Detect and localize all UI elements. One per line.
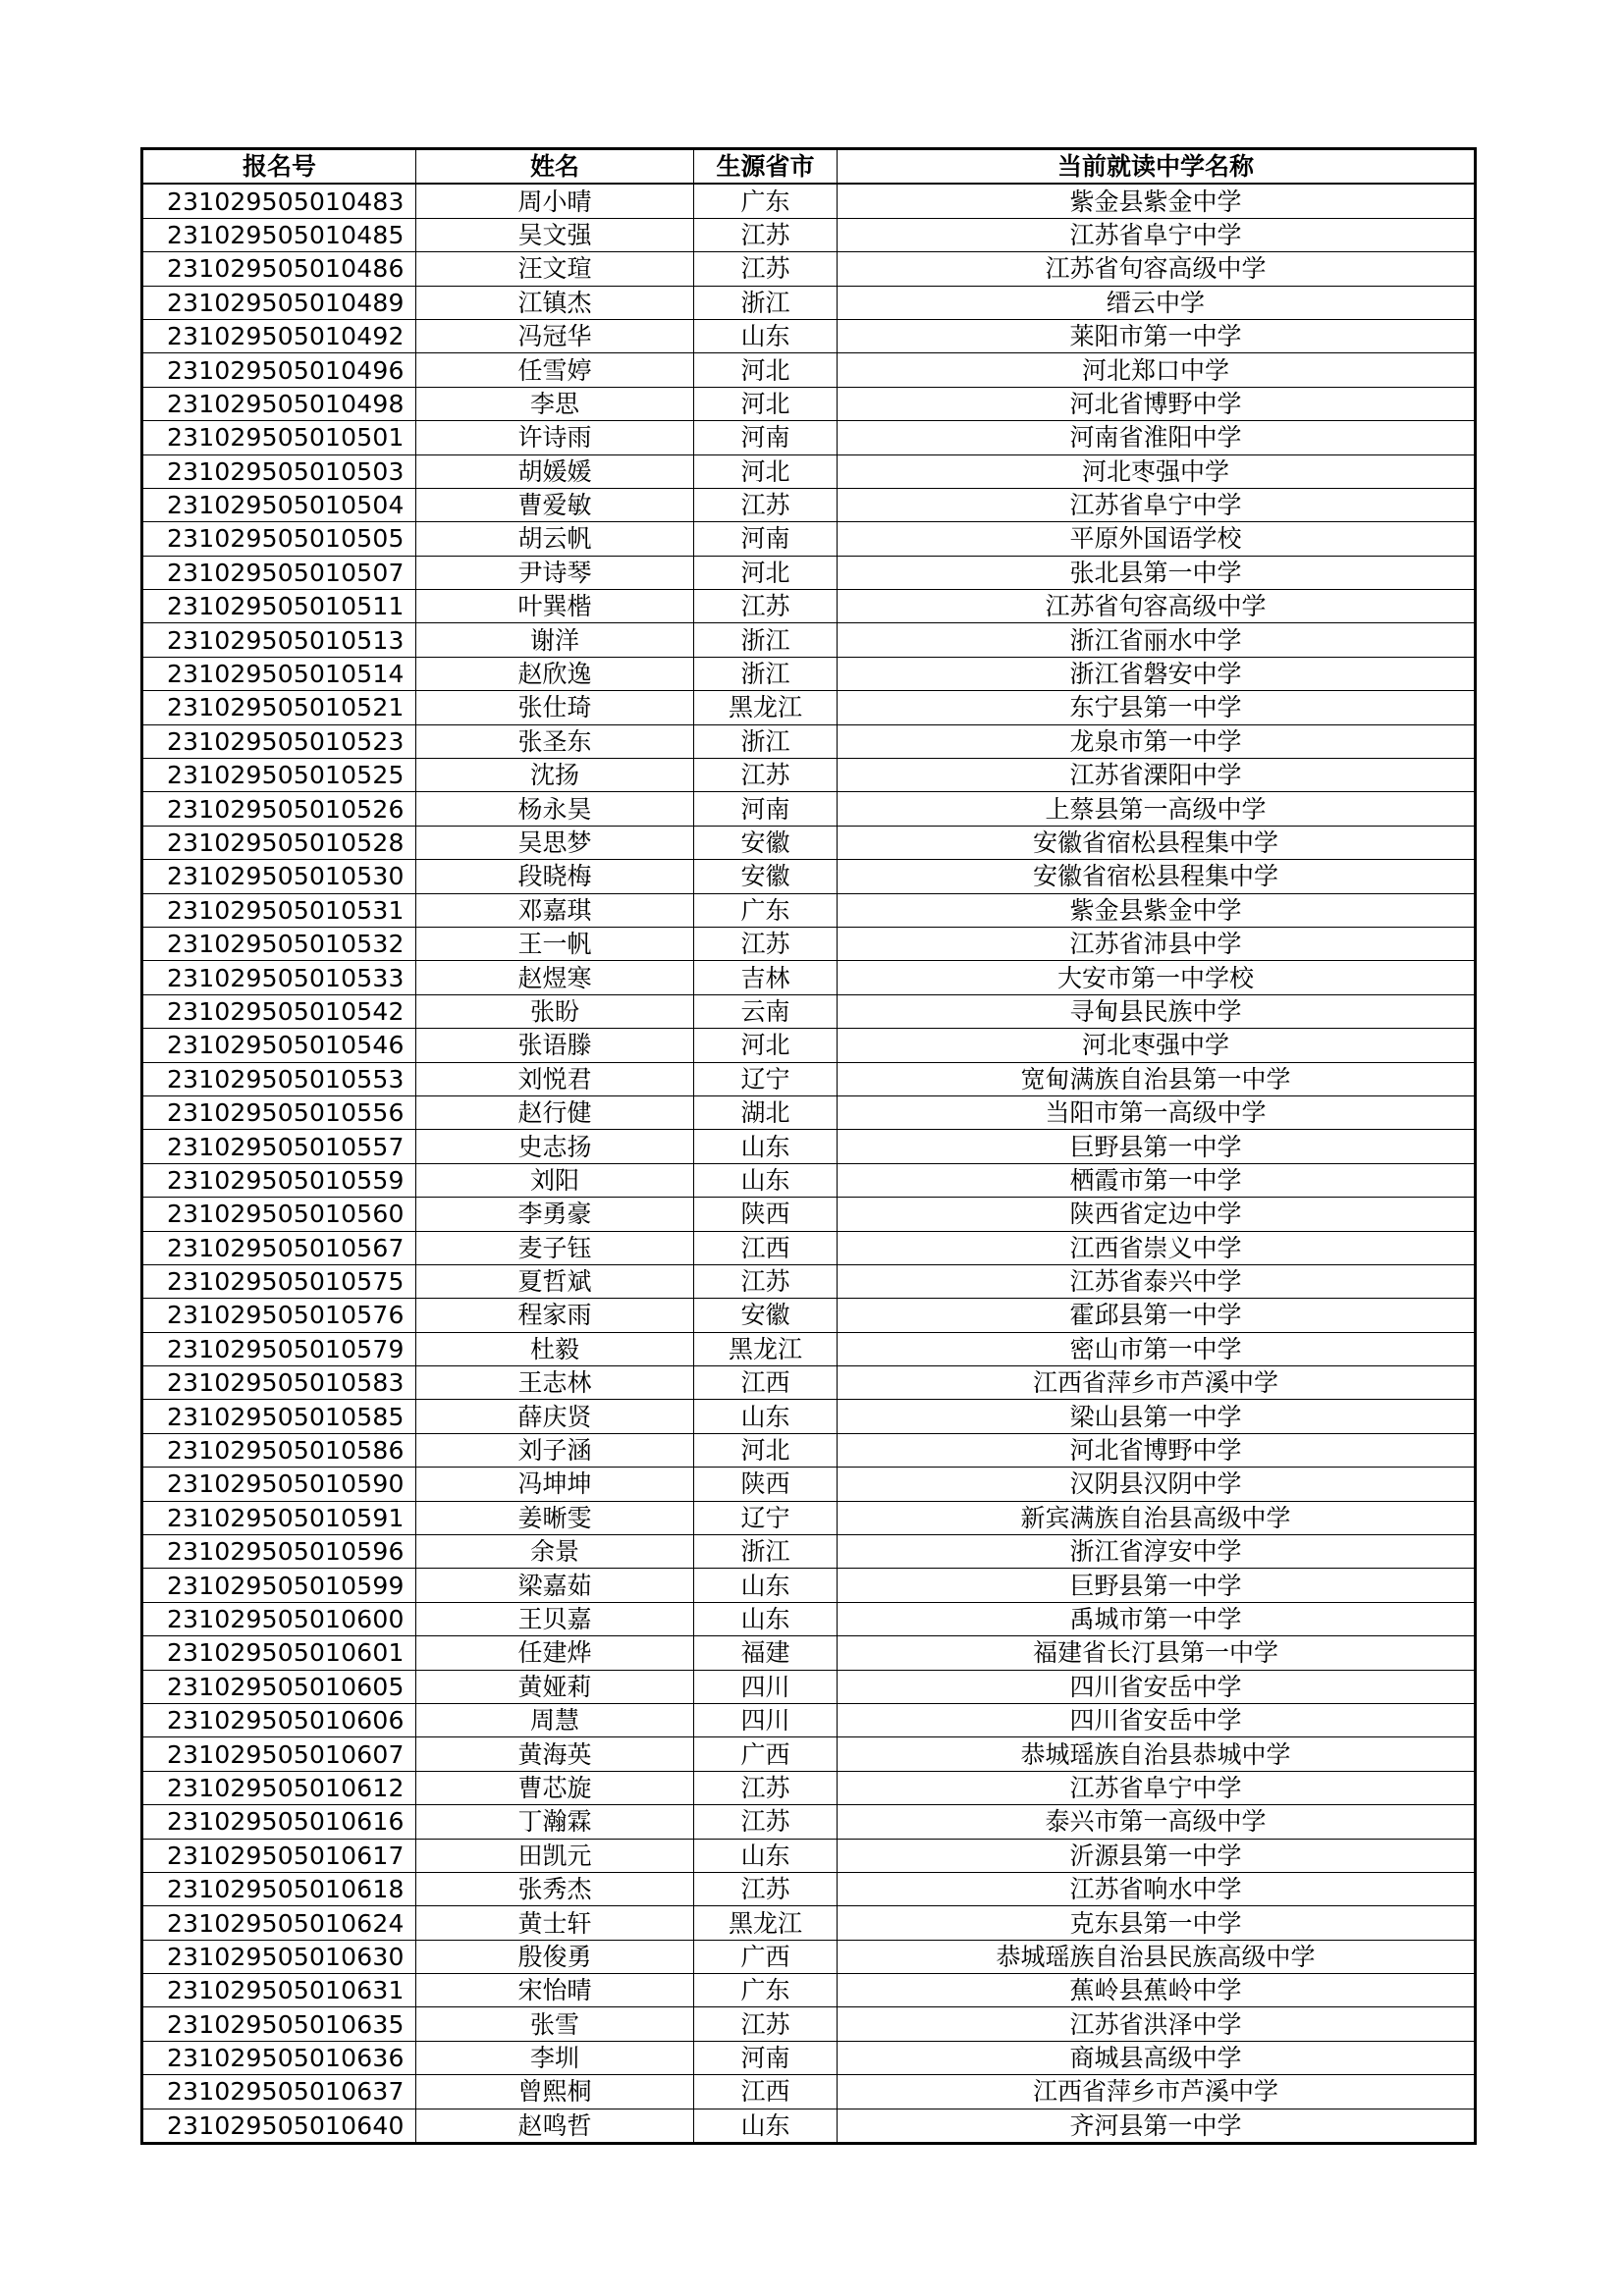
registration-number-cell: 231029505010583 bbox=[142, 1366, 416, 1400]
registration-number-cell: 231029505010607 bbox=[142, 1737, 416, 1771]
school-cell: 商城县高级中学 bbox=[838, 2041, 1476, 2074]
province-cell: 江苏 bbox=[694, 1264, 838, 1298]
registration-number-cell: 231029505010559 bbox=[142, 1163, 416, 1197]
school-cell: 当阳市第一高级中学 bbox=[838, 1095, 1476, 1129]
name-cell: 姜晰雯 bbox=[416, 1501, 694, 1534]
registration-number-cell: 231029505010521 bbox=[142, 691, 416, 724]
school-cell: 江苏省泰兴中学 bbox=[838, 1264, 1476, 1298]
name-cell: 张秀杰 bbox=[416, 1872, 694, 1905]
registration-number-cell: 231029505010576 bbox=[142, 1299, 416, 1332]
province-cell: 江西 bbox=[694, 2075, 838, 2109]
school-cell: 江西省萍乡市芦溪中学 bbox=[838, 1366, 1476, 1400]
name-cell: 冯冠华 bbox=[416, 319, 694, 352]
name-cell: 赵鸣哲 bbox=[416, 2109, 694, 2143]
school-cell: 莱阳市第一中学 bbox=[838, 319, 1476, 352]
table-row bbox=[142, 860, 1476, 893]
school-cell: 江苏省沛县中学 bbox=[838, 927, 1476, 960]
name-cell: 曾熙桐 bbox=[416, 2075, 694, 2109]
name-cell: 田凯元 bbox=[416, 1839, 694, 1872]
province-cell: 江苏 bbox=[694, 1872, 838, 1905]
school-cell: 安徽省宿松县程集中学 bbox=[838, 860, 1476, 893]
name-cell: 殷俊勇 bbox=[416, 1940, 694, 1973]
table-body bbox=[142, 184, 1476, 2143]
province-cell: 江苏 bbox=[694, 590, 838, 623]
registration-number-cell: 231029505010523 bbox=[142, 724, 416, 758]
table-row bbox=[142, 724, 1476, 758]
name-cell: 梁嘉茹 bbox=[416, 1569, 694, 1602]
table-row bbox=[142, 893, 1476, 927]
name-cell: 李勇豪 bbox=[416, 1198, 694, 1231]
registration-number-cell: 231029505010635 bbox=[142, 2007, 416, 2041]
registration-number-cell: 231029505010596 bbox=[142, 1535, 416, 1569]
school-cell: 江苏省句容高级中学 bbox=[838, 252, 1476, 286]
table-row bbox=[142, 2075, 1476, 2109]
registration-number-cell: 231029505010492 bbox=[142, 319, 416, 352]
province-cell: 浙江 bbox=[694, 724, 838, 758]
name-cell: 曹芯旋 bbox=[416, 1771, 694, 1804]
province-cell: 山东 bbox=[694, 1839, 838, 1872]
province-cell: 山东 bbox=[694, 1130, 838, 1163]
province-cell: 山东 bbox=[694, 1569, 838, 1602]
name-cell: 黄海英 bbox=[416, 1737, 694, 1771]
registration-number-cell: 231029505010533 bbox=[142, 961, 416, 994]
registration-number-cell: 231029505010485 bbox=[142, 218, 416, 251]
school-cell: 克东县第一中学 bbox=[838, 1906, 1476, 1940]
registration-number-cell: 231029505010624 bbox=[142, 1906, 416, 1940]
name-cell: 曹爱敏 bbox=[416, 488, 694, 521]
table-row bbox=[142, 1231, 1476, 1264]
table-row bbox=[142, 1299, 1476, 1332]
province-cell: 湖北 bbox=[694, 1095, 838, 1129]
registration-number-cell: 231029505010496 bbox=[142, 353, 416, 387]
table-row bbox=[142, 1198, 1476, 1231]
header-school: 当前就读中学名称 bbox=[838, 149, 1476, 185]
name-cell: 王一帆 bbox=[416, 927, 694, 960]
school-cell: 福建省长汀县第一中学 bbox=[838, 1636, 1476, 1670]
name-cell: 赵行健 bbox=[416, 1095, 694, 1129]
name-cell: 胡媛媛 bbox=[416, 454, 694, 488]
table-row bbox=[142, 657, 1476, 690]
registration-number-cell: 231029505010528 bbox=[142, 826, 416, 859]
province-cell: 四川 bbox=[694, 1703, 838, 1736]
name-cell: 王志林 bbox=[416, 1366, 694, 1400]
school-cell: 恭城瑶族自治县民族高级中学 bbox=[838, 1940, 1476, 1973]
school-cell: 汉阴县汉阴中学 bbox=[838, 1468, 1476, 1501]
table-row bbox=[142, 1636, 1476, 1670]
province-cell: 陕西 bbox=[694, 1468, 838, 1501]
table-row bbox=[142, 387, 1476, 420]
province-cell: 安徽 bbox=[694, 1299, 838, 1332]
province-cell: 河南 bbox=[694, 792, 838, 826]
school-cell: 巨野县第一中学 bbox=[838, 1130, 1476, 1163]
school-cell: 四川省安岳中学 bbox=[838, 1703, 1476, 1736]
name-cell: 张仕琦 bbox=[416, 691, 694, 724]
registration-number-cell: 231029505010601 bbox=[142, 1636, 416, 1670]
table-row bbox=[142, 2109, 1476, 2143]
province-cell: 广东 bbox=[694, 1974, 838, 2007]
school-cell: 东宁县第一中学 bbox=[838, 691, 1476, 724]
table-header bbox=[142, 149, 1476, 185]
table-row bbox=[142, 1433, 1476, 1467]
registration-number-cell: 231029505010606 bbox=[142, 1703, 416, 1736]
table-row bbox=[142, 353, 1476, 387]
table-row bbox=[142, 2041, 1476, 2074]
table-row bbox=[142, 421, 1476, 454]
table-row bbox=[142, 994, 1476, 1028]
registration-number-cell: 231029505010636 bbox=[142, 2041, 416, 2074]
name-cell: 史志扬 bbox=[416, 1130, 694, 1163]
province-cell: 辽宁 bbox=[694, 1501, 838, 1534]
table-row bbox=[142, 1468, 1476, 1501]
name-cell: 刘子涵 bbox=[416, 1433, 694, 1467]
registration-number-cell: 231029505010591 bbox=[142, 1501, 416, 1534]
registration-number-cell: 231029505010546 bbox=[142, 1029, 416, 1062]
name-cell: 李圳 bbox=[416, 2041, 694, 2074]
province-cell: 江西 bbox=[694, 1231, 838, 1264]
registration-number-cell: 231029505010505 bbox=[142, 522, 416, 556]
province-cell: 山东 bbox=[694, 1400, 838, 1433]
name-cell: 谢洋 bbox=[416, 623, 694, 657]
province-cell: 山东 bbox=[694, 1163, 838, 1197]
province-cell: 河北 bbox=[694, 556, 838, 589]
school-cell: 安徽省宿松县程集中学 bbox=[838, 826, 1476, 859]
registration-number-cell: 231029505010631 bbox=[142, 1974, 416, 2007]
school-cell: 江西省萍乡市芦溪中学 bbox=[838, 2075, 1476, 2109]
table-row bbox=[142, 1872, 1476, 1905]
name-cell: 任雪婷 bbox=[416, 353, 694, 387]
name-cell: 段晓梅 bbox=[416, 860, 694, 893]
table-row bbox=[142, 1029, 1476, 1062]
school-cell: 巨野县第一中学 bbox=[838, 1569, 1476, 1602]
province-cell: 山东 bbox=[694, 2109, 838, 2143]
school-cell: 河北枣强中学 bbox=[838, 454, 1476, 488]
header-name: 姓名 bbox=[416, 149, 694, 185]
school-cell: 禹城市第一中学 bbox=[838, 1602, 1476, 1635]
table-row bbox=[142, 1095, 1476, 1129]
province-cell: 广东 bbox=[694, 184, 838, 218]
table-row bbox=[142, 1906, 1476, 1940]
table-row bbox=[142, 691, 1476, 724]
school-cell: 浙江省丽水中学 bbox=[838, 623, 1476, 657]
registration-number-cell: 231029505010503 bbox=[142, 454, 416, 488]
registration-number-cell: 231029505010585 bbox=[142, 1400, 416, 1433]
school-cell: 河北枣强中学 bbox=[838, 1029, 1476, 1062]
name-cell: 黄娅莉 bbox=[416, 1670, 694, 1703]
registration-number-cell: 231029505010640 bbox=[142, 2109, 416, 2143]
school-cell: 紫金县紫金中学 bbox=[838, 893, 1476, 927]
table-row bbox=[142, 1737, 1476, 1771]
table-row bbox=[142, 590, 1476, 623]
province-cell: 河北 bbox=[694, 1433, 838, 1467]
school-cell: 江苏省阜宁中学 bbox=[838, 1771, 1476, 1804]
table-row bbox=[142, 286, 1476, 319]
province-cell: 黑龙江 bbox=[694, 1332, 838, 1365]
name-cell: 尹诗琴 bbox=[416, 556, 694, 589]
table-row bbox=[142, 1062, 1476, 1095]
province-cell: 江苏 bbox=[694, 1771, 838, 1804]
school-cell: 河南省淮阳中学 bbox=[838, 421, 1476, 454]
school-cell: 寻甸县民族中学 bbox=[838, 994, 1476, 1028]
school-cell: 江苏省洪泽中学 bbox=[838, 2007, 1476, 2041]
name-cell: 胡云帆 bbox=[416, 522, 694, 556]
province-cell: 山东 bbox=[694, 319, 838, 352]
province-cell: 江苏 bbox=[694, 252, 838, 286]
registration-number-cell: 231029505010553 bbox=[142, 1062, 416, 1095]
registration-number-cell: 231029505010630 bbox=[142, 1940, 416, 1973]
name-cell: 邓嘉琪 bbox=[416, 893, 694, 927]
school-cell: 河北省博野中学 bbox=[838, 1433, 1476, 1467]
province-cell: 安徽 bbox=[694, 860, 838, 893]
registration-number-cell: 231029505010605 bbox=[142, 1670, 416, 1703]
registration-number-cell: 231029505010586 bbox=[142, 1433, 416, 1467]
registration-number-cell: 231029505010567 bbox=[142, 1231, 416, 1264]
school-cell: 宽甸满族自治县第一中学 bbox=[838, 1062, 1476, 1095]
table-row bbox=[142, 556, 1476, 589]
province-cell: 陕西 bbox=[694, 1198, 838, 1231]
name-cell: 李思 bbox=[416, 387, 694, 420]
registration-number-cell: 231029505010489 bbox=[142, 286, 416, 319]
school-cell: 平原外国语学校 bbox=[838, 522, 1476, 556]
registration-number-cell: 231029505010612 bbox=[142, 1771, 416, 1804]
province-cell: 江苏 bbox=[694, 488, 838, 521]
table-row bbox=[142, 1163, 1476, 1197]
name-cell: 刘阳 bbox=[416, 1163, 694, 1197]
table-row bbox=[142, 184, 1476, 218]
province-cell: 广西 bbox=[694, 1737, 838, 1771]
table-row bbox=[142, 961, 1476, 994]
school-cell: 陕西省定边中学 bbox=[838, 1198, 1476, 1231]
registration-number-cell: 231029505010600 bbox=[142, 1602, 416, 1635]
province-cell: 浙江 bbox=[694, 1535, 838, 1569]
table-row bbox=[142, 826, 1476, 859]
table-row bbox=[142, 1332, 1476, 1365]
province-cell: 河北 bbox=[694, 454, 838, 488]
table-row bbox=[142, 218, 1476, 251]
registration-number-cell: 231029505010483 bbox=[142, 184, 416, 218]
registration-number-cell: 231029505010486 bbox=[142, 252, 416, 286]
province-cell: 浙江 bbox=[694, 657, 838, 690]
school-cell: 浙江省淳安中学 bbox=[838, 1535, 1476, 1569]
table-row bbox=[142, 623, 1476, 657]
province-cell: 浙江 bbox=[694, 623, 838, 657]
school-cell: 恭城瑶族自治县恭城中学 bbox=[838, 1737, 1476, 1771]
name-cell: 赵欣逸 bbox=[416, 657, 694, 690]
school-cell: 密山市第一中学 bbox=[838, 1332, 1476, 1365]
name-cell: 吴思梦 bbox=[416, 826, 694, 859]
name-cell: 夏哲斌 bbox=[416, 1264, 694, 1298]
name-cell: 许诗雨 bbox=[416, 421, 694, 454]
school-cell: 江苏省阜宁中学 bbox=[838, 488, 1476, 521]
province-cell: 河南 bbox=[694, 2041, 838, 2074]
name-cell: 丁瀚霖 bbox=[416, 1805, 694, 1839]
table-row bbox=[142, 1501, 1476, 1534]
school-cell: 新宾满族自治县高级中学 bbox=[838, 1501, 1476, 1534]
table-row bbox=[142, 454, 1476, 488]
table-row bbox=[142, 2007, 1476, 2041]
province-cell: 广东 bbox=[694, 893, 838, 927]
name-cell: 吴文强 bbox=[416, 218, 694, 251]
table-row bbox=[142, 319, 1476, 352]
table-row bbox=[142, 1670, 1476, 1703]
table-row bbox=[142, 1974, 1476, 2007]
province-cell: 黑龙江 bbox=[694, 1906, 838, 1940]
province-cell: 河北 bbox=[694, 353, 838, 387]
school-cell: 蕉岭县蕉岭中学 bbox=[838, 1974, 1476, 2007]
province-cell: 江苏 bbox=[694, 927, 838, 960]
registration-number-cell: 231029505010556 bbox=[142, 1095, 416, 1129]
name-cell: 余景 bbox=[416, 1535, 694, 1569]
name-cell: 张雪 bbox=[416, 2007, 694, 2041]
name-cell: 冯坤坤 bbox=[416, 1468, 694, 1501]
name-cell: 刘悦君 bbox=[416, 1062, 694, 1095]
name-cell: 宋怡晴 bbox=[416, 1974, 694, 2007]
province-cell: 浙江 bbox=[694, 286, 838, 319]
province-cell: 云南 bbox=[694, 994, 838, 1028]
name-cell: 杜毅 bbox=[416, 1332, 694, 1365]
name-cell: 任建烨 bbox=[416, 1636, 694, 1670]
table-row bbox=[142, 927, 1476, 960]
school-cell: 浙江省磐安中学 bbox=[838, 657, 1476, 690]
name-cell: 王贝嘉 bbox=[416, 1602, 694, 1635]
registration-number-cell: 231029505010504 bbox=[142, 488, 416, 521]
name-cell: 赵煜寒 bbox=[416, 961, 694, 994]
name-cell: 麦子钰 bbox=[416, 1231, 694, 1264]
school-cell: 龙泉市第一中学 bbox=[838, 724, 1476, 758]
school-cell: 霍邱县第一中学 bbox=[838, 1299, 1476, 1332]
school-cell: 河北郑口中学 bbox=[838, 353, 1476, 387]
province-cell: 河北 bbox=[694, 1029, 838, 1062]
school-cell: 江苏省溧阳中学 bbox=[838, 759, 1476, 792]
header-province: 生源省市 bbox=[694, 149, 838, 185]
name-cell: 张圣东 bbox=[416, 724, 694, 758]
registration-number-cell: 231029505010530 bbox=[142, 860, 416, 893]
registration-number-cell: 231029505010514 bbox=[142, 657, 416, 690]
registration-number-cell: 231029505010637 bbox=[142, 2075, 416, 2109]
table-row bbox=[142, 1602, 1476, 1635]
table-row bbox=[142, 1400, 1476, 1433]
province-cell: 河北 bbox=[694, 387, 838, 420]
name-cell: 周慧 bbox=[416, 1703, 694, 1736]
school-cell: 江苏省阜宁中学 bbox=[838, 218, 1476, 251]
name-cell: 周小晴 bbox=[416, 184, 694, 218]
school-cell: 缙云中学 bbox=[838, 286, 1476, 319]
school-cell: 张北县第一中学 bbox=[838, 556, 1476, 589]
registration-number-cell: 231029505010513 bbox=[142, 623, 416, 657]
table-row bbox=[142, 252, 1476, 286]
province-cell: 四川 bbox=[694, 1670, 838, 1703]
table-row bbox=[142, 1805, 1476, 1839]
table-row bbox=[142, 522, 1476, 556]
registration-number-cell: 231029505010557 bbox=[142, 1130, 416, 1163]
name-cell: 黄士轩 bbox=[416, 1906, 694, 1940]
name-cell: 江镇杰 bbox=[416, 286, 694, 319]
applicant-table bbox=[140, 147, 1477, 2145]
registration-number-cell: 231029505010542 bbox=[142, 994, 416, 1028]
registration-number-cell: 231029505010590 bbox=[142, 1468, 416, 1501]
table-row bbox=[142, 1264, 1476, 1298]
province-cell: 江苏 bbox=[694, 1805, 838, 1839]
registration-number-cell: 231029505010599 bbox=[142, 1569, 416, 1602]
province-cell: 江苏 bbox=[694, 2007, 838, 2041]
registration-number-cell: 231029505010618 bbox=[142, 1872, 416, 1905]
school-cell: 河北省博野中学 bbox=[838, 387, 1476, 420]
province-cell: 江苏 bbox=[694, 759, 838, 792]
province-cell: 安徽 bbox=[694, 826, 838, 859]
registration-number-cell: 231029505010525 bbox=[142, 759, 416, 792]
registration-number-cell: 231029505010575 bbox=[142, 1264, 416, 1298]
registration-number-cell: 231029505010579 bbox=[142, 1332, 416, 1365]
school-cell: 紫金县紫金中学 bbox=[838, 184, 1476, 218]
province-cell: 广西 bbox=[694, 1940, 838, 1973]
table-row bbox=[142, 1366, 1476, 1400]
school-cell: 四川省安岳中学 bbox=[838, 1670, 1476, 1703]
name-cell: 杨永昊 bbox=[416, 792, 694, 826]
registration-number-cell: 231029505010511 bbox=[142, 590, 416, 623]
name-cell: 沈扬 bbox=[416, 759, 694, 792]
table-row bbox=[142, 1130, 1476, 1163]
name-cell: 程家雨 bbox=[416, 1299, 694, 1332]
school-cell: 梁山县第一中学 bbox=[838, 1400, 1476, 1433]
school-cell: 江西省崇义中学 bbox=[838, 1231, 1476, 1264]
table-row bbox=[142, 1703, 1476, 1736]
school-cell: 江苏省响水中学 bbox=[838, 1872, 1476, 1905]
table-row bbox=[142, 1569, 1476, 1602]
registration-number-cell: 231029505010507 bbox=[142, 556, 416, 589]
registration-number-cell: 231029505010526 bbox=[142, 792, 416, 826]
province-cell: 福建 bbox=[694, 1636, 838, 1670]
table-row bbox=[142, 1839, 1476, 1872]
name-cell: 汪文瑄 bbox=[416, 252, 694, 286]
school-cell: 江苏省句容高级中学 bbox=[838, 590, 1476, 623]
province-cell: 江西 bbox=[694, 1366, 838, 1400]
school-cell: 栖霞市第一中学 bbox=[838, 1163, 1476, 1197]
school-cell: 泰兴市第一高级中学 bbox=[838, 1805, 1476, 1839]
school-cell: 大安市第一中学校 bbox=[838, 961, 1476, 994]
registration-number-cell: 231029505010531 bbox=[142, 893, 416, 927]
province-cell: 吉林 bbox=[694, 961, 838, 994]
registration-number-cell: 231029505010560 bbox=[142, 1198, 416, 1231]
table-row bbox=[142, 792, 1476, 826]
table-row bbox=[142, 488, 1476, 521]
province-cell: 河南 bbox=[694, 421, 838, 454]
registration-number-cell: 231029505010501 bbox=[142, 421, 416, 454]
province-cell: 江苏 bbox=[694, 218, 838, 251]
registration-number-cell: 231029505010616 bbox=[142, 1805, 416, 1839]
registration-number-cell: 231029505010617 bbox=[142, 1839, 416, 1872]
province-cell: 黑龙江 bbox=[694, 691, 838, 724]
province-cell: 河南 bbox=[694, 522, 838, 556]
table-row bbox=[142, 1940, 1476, 1973]
name-cell: 张盼 bbox=[416, 994, 694, 1028]
registration-number-cell: 231029505010532 bbox=[142, 927, 416, 960]
table-row bbox=[142, 1771, 1476, 1804]
registration-number-cell: 231029505010498 bbox=[142, 387, 416, 420]
table-row bbox=[142, 1535, 1476, 1569]
province-cell: 山东 bbox=[694, 1602, 838, 1635]
header-row bbox=[142, 149, 1476, 185]
school-cell: 沂源县第一中学 bbox=[838, 1839, 1476, 1872]
name-cell: 叶巽楷 bbox=[416, 590, 694, 623]
name-cell: 薛庆贤 bbox=[416, 1400, 694, 1433]
header-registration-number: 报名号 bbox=[142, 149, 416, 185]
school-cell: 上蔡县第一高级中学 bbox=[838, 792, 1476, 826]
table-row bbox=[142, 759, 1476, 792]
school-cell: 齐河县第一中学 bbox=[838, 2109, 1476, 2143]
province-cell: 辽宁 bbox=[694, 1062, 838, 1095]
name-cell: 张语滕 bbox=[416, 1029, 694, 1062]
